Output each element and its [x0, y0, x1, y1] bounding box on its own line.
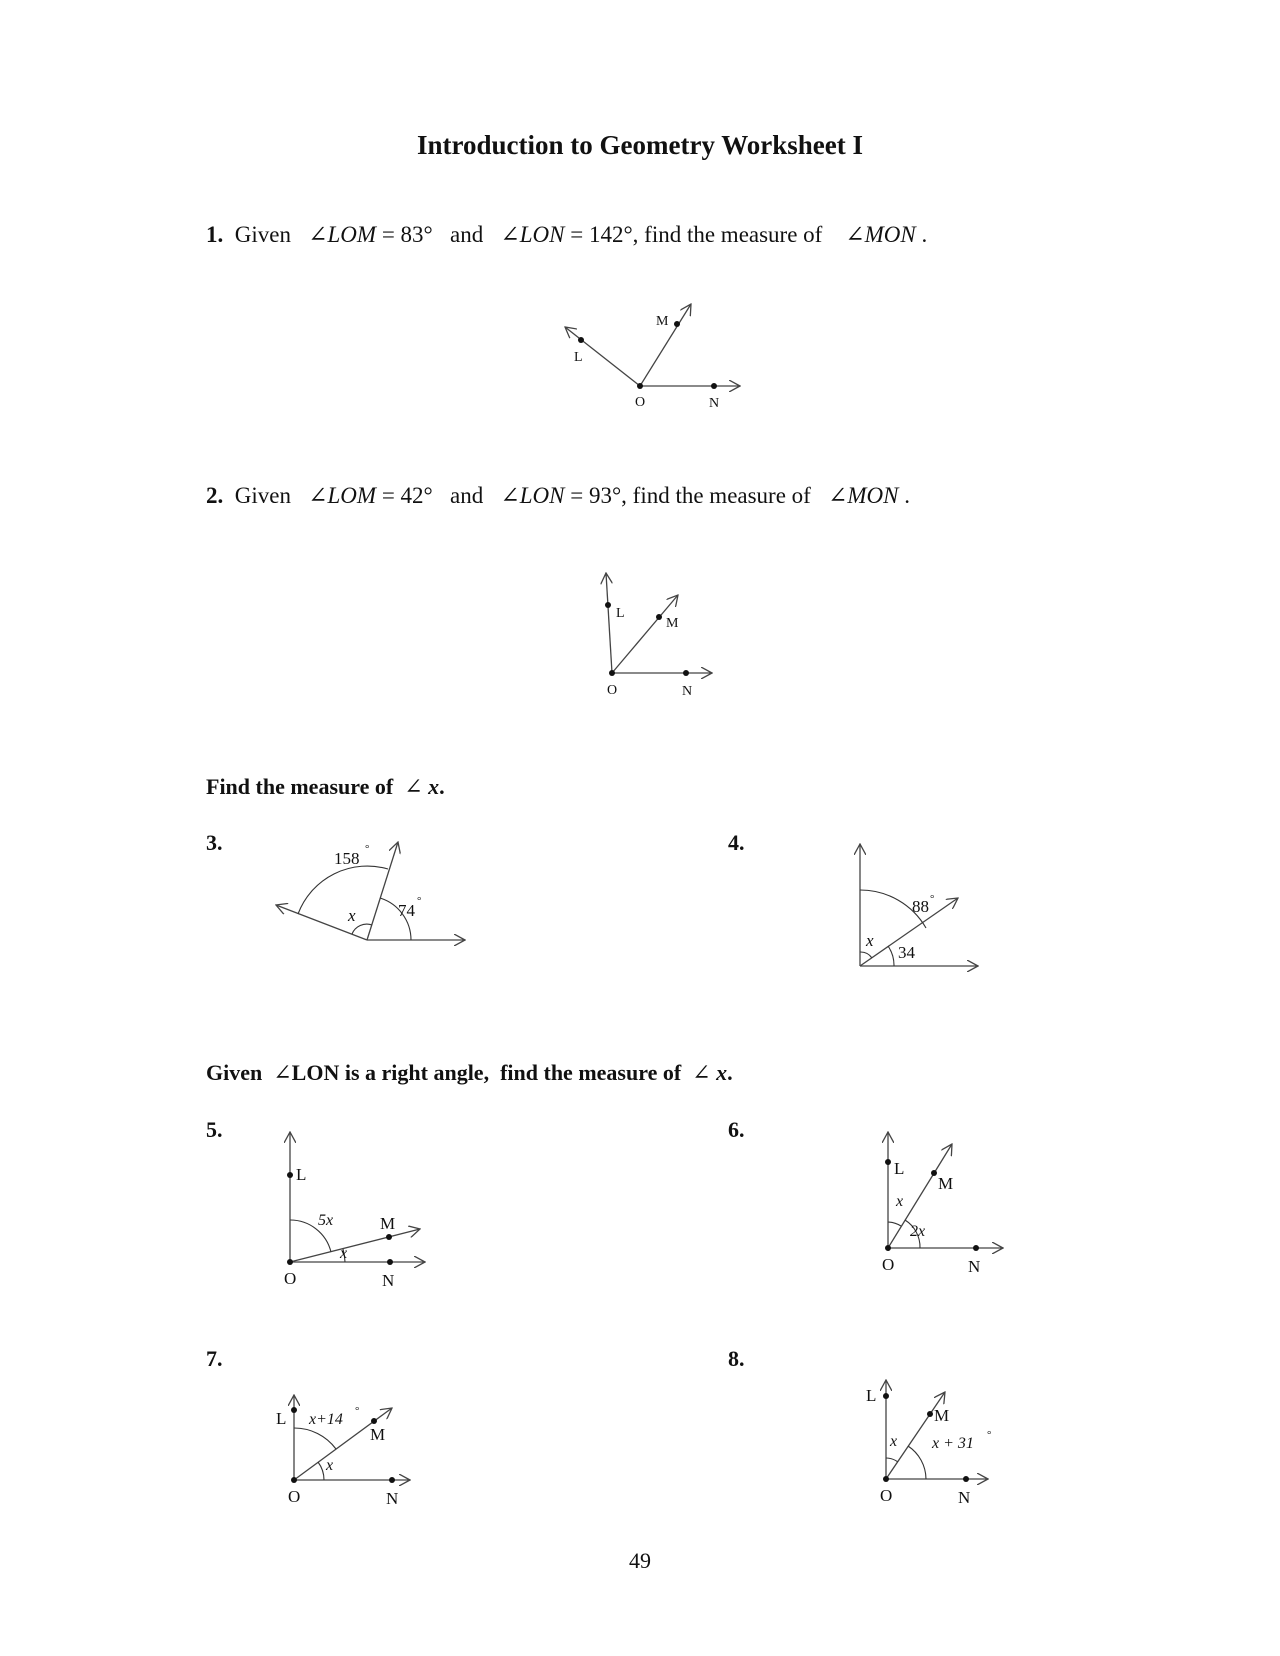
section-angle: LON is a right angle, [291, 1060, 490, 1085]
label-o: O [607, 683, 618, 698]
given-word: Given [234, 222, 291, 247]
section-right-angle [206, 1060, 733, 1086]
label-x-plus-14: x+14 [309, 1411, 343, 1428]
arc-x-plus-14 [294, 1428, 336, 1449]
problem-1-number: 1. [206, 222, 224, 247]
problem-3-number: 3. [206, 830, 223, 855]
point-l [605, 602, 611, 608]
arc-x [888, 1222, 901, 1226]
label-m: M [938, 1174, 954, 1193]
period: . [904, 483, 910, 508]
label-158: 158 [334, 849, 360, 868]
problem-7-number: 7. [206, 1346, 223, 1371]
label-2x: 2x [910, 1223, 926, 1240]
arc-34 [888, 946, 894, 966]
label-o: O [635, 395, 646, 410]
problem-8-number: 8. [728, 1346, 745, 1371]
diagram-7 [276, 1395, 410, 1508]
angle-symbol-icon: ∠ [845, 222, 865, 247]
angle-symbol-icon: ∠ [308, 483, 328, 508]
diagram-2 [605, 573, 712, 699]
point-o [883, 1476, 889, 1482]
label-o: O [288, 1487, 301, 1506]
label-m: M [380, 1214, 396, 1233]
point-o [291, 1477, 297, 1483]
label-l: L [866, 1386, 877, 1405]
label-l: L [276, 1409, 287, 1428]
value-lon: = 93° [570, 483, 622, 508]
angle-symbol-icon: ∠ [692, 1060, 711, 1085]
point-o [609, 670, 615, 676]
arc-158 [298, 866, 388, 914]
point-n [683, 670, 689, 676]
question-tail: , find the measure of [621, 483, 811, 508]
section-find-measure [206, 774, 445, 800]
point-m [371, 1418, 377, 1424]
degree-icon: ° [355, 1405, 360, 1417]
problem-4-number: 4. [728, 830, 745, 855]
section-var: x [716, 1060, 728, 1085]
degree-icon: ° [365, 843, 370, 855]
label-m: M [370, 1425, 386, 1444]
value-lom: = 42° [381, 483, 433, 508]
degree-icon: ° [930, 893, 935, 905]
arc-x [860, 952, 872, 958]
point-m [656, 614, 662, 620]
angle-symbol-icon: ∠ [308, 222, 328, 247]
label-n: N [386, 1489, 399, 1508]
arc-x [886, 1458, 898, 1462]
diagram-1 [565, 304, 740, 411]
point-l [287, 1172, 293, 1178]
section-text: Find the measure of [206, 774, 394, 799]
value-lom: = 83° [381, 222, 433, 247]
diagram-6 [882, 1132, 1003, 1276]
label-88: 88 [912, 897, 929, 916]
degree-icon: ° [417, 895, 422, 907]
point-m [927, 1411, 933, 1417]
and-word: and [449, 222, 484, 247]
label-x: x [326, 1457, 334, 1474]
angle-symbol-icon: ∠ [500, 483, 520, 508]
point-m [386, 1234, 392, 1240]
point-o [287, 1259, 293, 1265]
problem-2-text [206, 483, 910, 509]
label-x-plus-31: x + 31 [932, 1435, 974, 1452]
section-var: x [428, 774, 440, 799]
point-l [578, 337, 584, 343]
label-n: N [682, 684, 693, 699]
label-n: N [709, 396, 720, 411]
ray-ol [606, 573, 612, 673]
section-mid: find the measure of [500, 1060, 682, 1085]
angle-symbol-icon: ∠ [828, 483, 848, 508]
diagram-8 [866, 1380, 991, 1507]
point-m [931, 1170, 937, 1176]
label-x: x [866, 931, 874, 950]
arc-x [318, 1462, 324, 1480]
angle-lom: LOM [327, 222, 377, 247]
period: . [727, 1060, 733, 1085]
point-l [885, 1159, 891, 1165]
angle-mon: MON [864, 222, 916, 247]
label-m: M [666, 616, 679, 631]
problem-2-number: 2. [206, 483, 224, 508]
label-o: O [882, 1255, 895, 1274]
angle-lom: LOM [327, 483, 377, 508]
worksheet-title: Introduction to Geometry Worksheet I [417, 130, 863, 160]
label-n: N [968, 1257, 981, 1276]
angle-symbol-icon: ∠ [273, 1060, 292, 1085]
label-5x: 5x [318, 1212, 334, 1229]
diagram-3 [276, 842, 465, 940]
point-l [291, 1407, 297, 1413]
label-x: x [340, 1245, 348, 1262]
diagram-5 [284, 1132, 425, 1290]
angle-symbol-icon: ∠ [500, 222, 520, 247]
question-tail: , find the measure of [632, 222, 823, 247]
section-prefix: Given [206, 1060, 263, 1085]
label-74: 74 [398, 901, 415, 920]
label-m: M [656, 314, 669, 329]
label-l: L [616, 606, 625, 621]
label-l: L [574, 350, 583, 365]
period: . [439, 774, 445, 799]
ray-om [290, 1229, 420, 1262]
point-o [885, 1245, 891, 1251]
point-n [963, 1476, 969, 1482]
label-l: L [894, 1159, 905, 1178]
problem-6-number: 6. [728, 1117, 745, 1142]
degree-icon: ° [987, 1429, 992, 1441]
value-lon: = 142° [570, 222, 633, 247]
label-n: N [958, 1488, 971, 1507]
label-x: x [896, 1193, 904, 1210]
angle-lon: LON [519, 483, 565, 508]
label-x: x [890, 1433, 898, 1450]
point-n [711, 383, 717, 389]
point-n [387, 1259, 393, 1265]
point-n [973, 1245, 979, 1251]
label-o: O [880, 1486, 893, 1505]
angle-symbol-icon: ∠ [404, 774, 423, 799]
point-l [883, 1393, 889, 1399]
point-m [674, 321, 680, 327]
angle-mon: MON [847, 483, 899, 508]
given-word: Given [234, 483, 291, 508]
and-word: and [449, 483, 484, 508]
diagram-4 [860, 844, 978, 966]
point-n [389, 1477, 395, 1483]
label-m: M [934, 1406, 950, 1425]
angle-lon: LON [519, 222, 565, 247]
period: . [921, 222, 928, 247]
arc-x-plus-31 [908, 1446, 926, 1479]
point-o [637, 383, 643, 389]
problem-5-number: 5. [206, 1117, 223, 1142]
label-l: L [296, 1165, 307, 1184]
label-34: 34 [898, 943, 915, 962]
label-n: N [382, 1271, 395, 1290]
page-number: 49 [629, 1548, 651, 1573]
label-x: x [348, 906, 356, 925]
label-o: O [284, 1269, 297, 1288]
